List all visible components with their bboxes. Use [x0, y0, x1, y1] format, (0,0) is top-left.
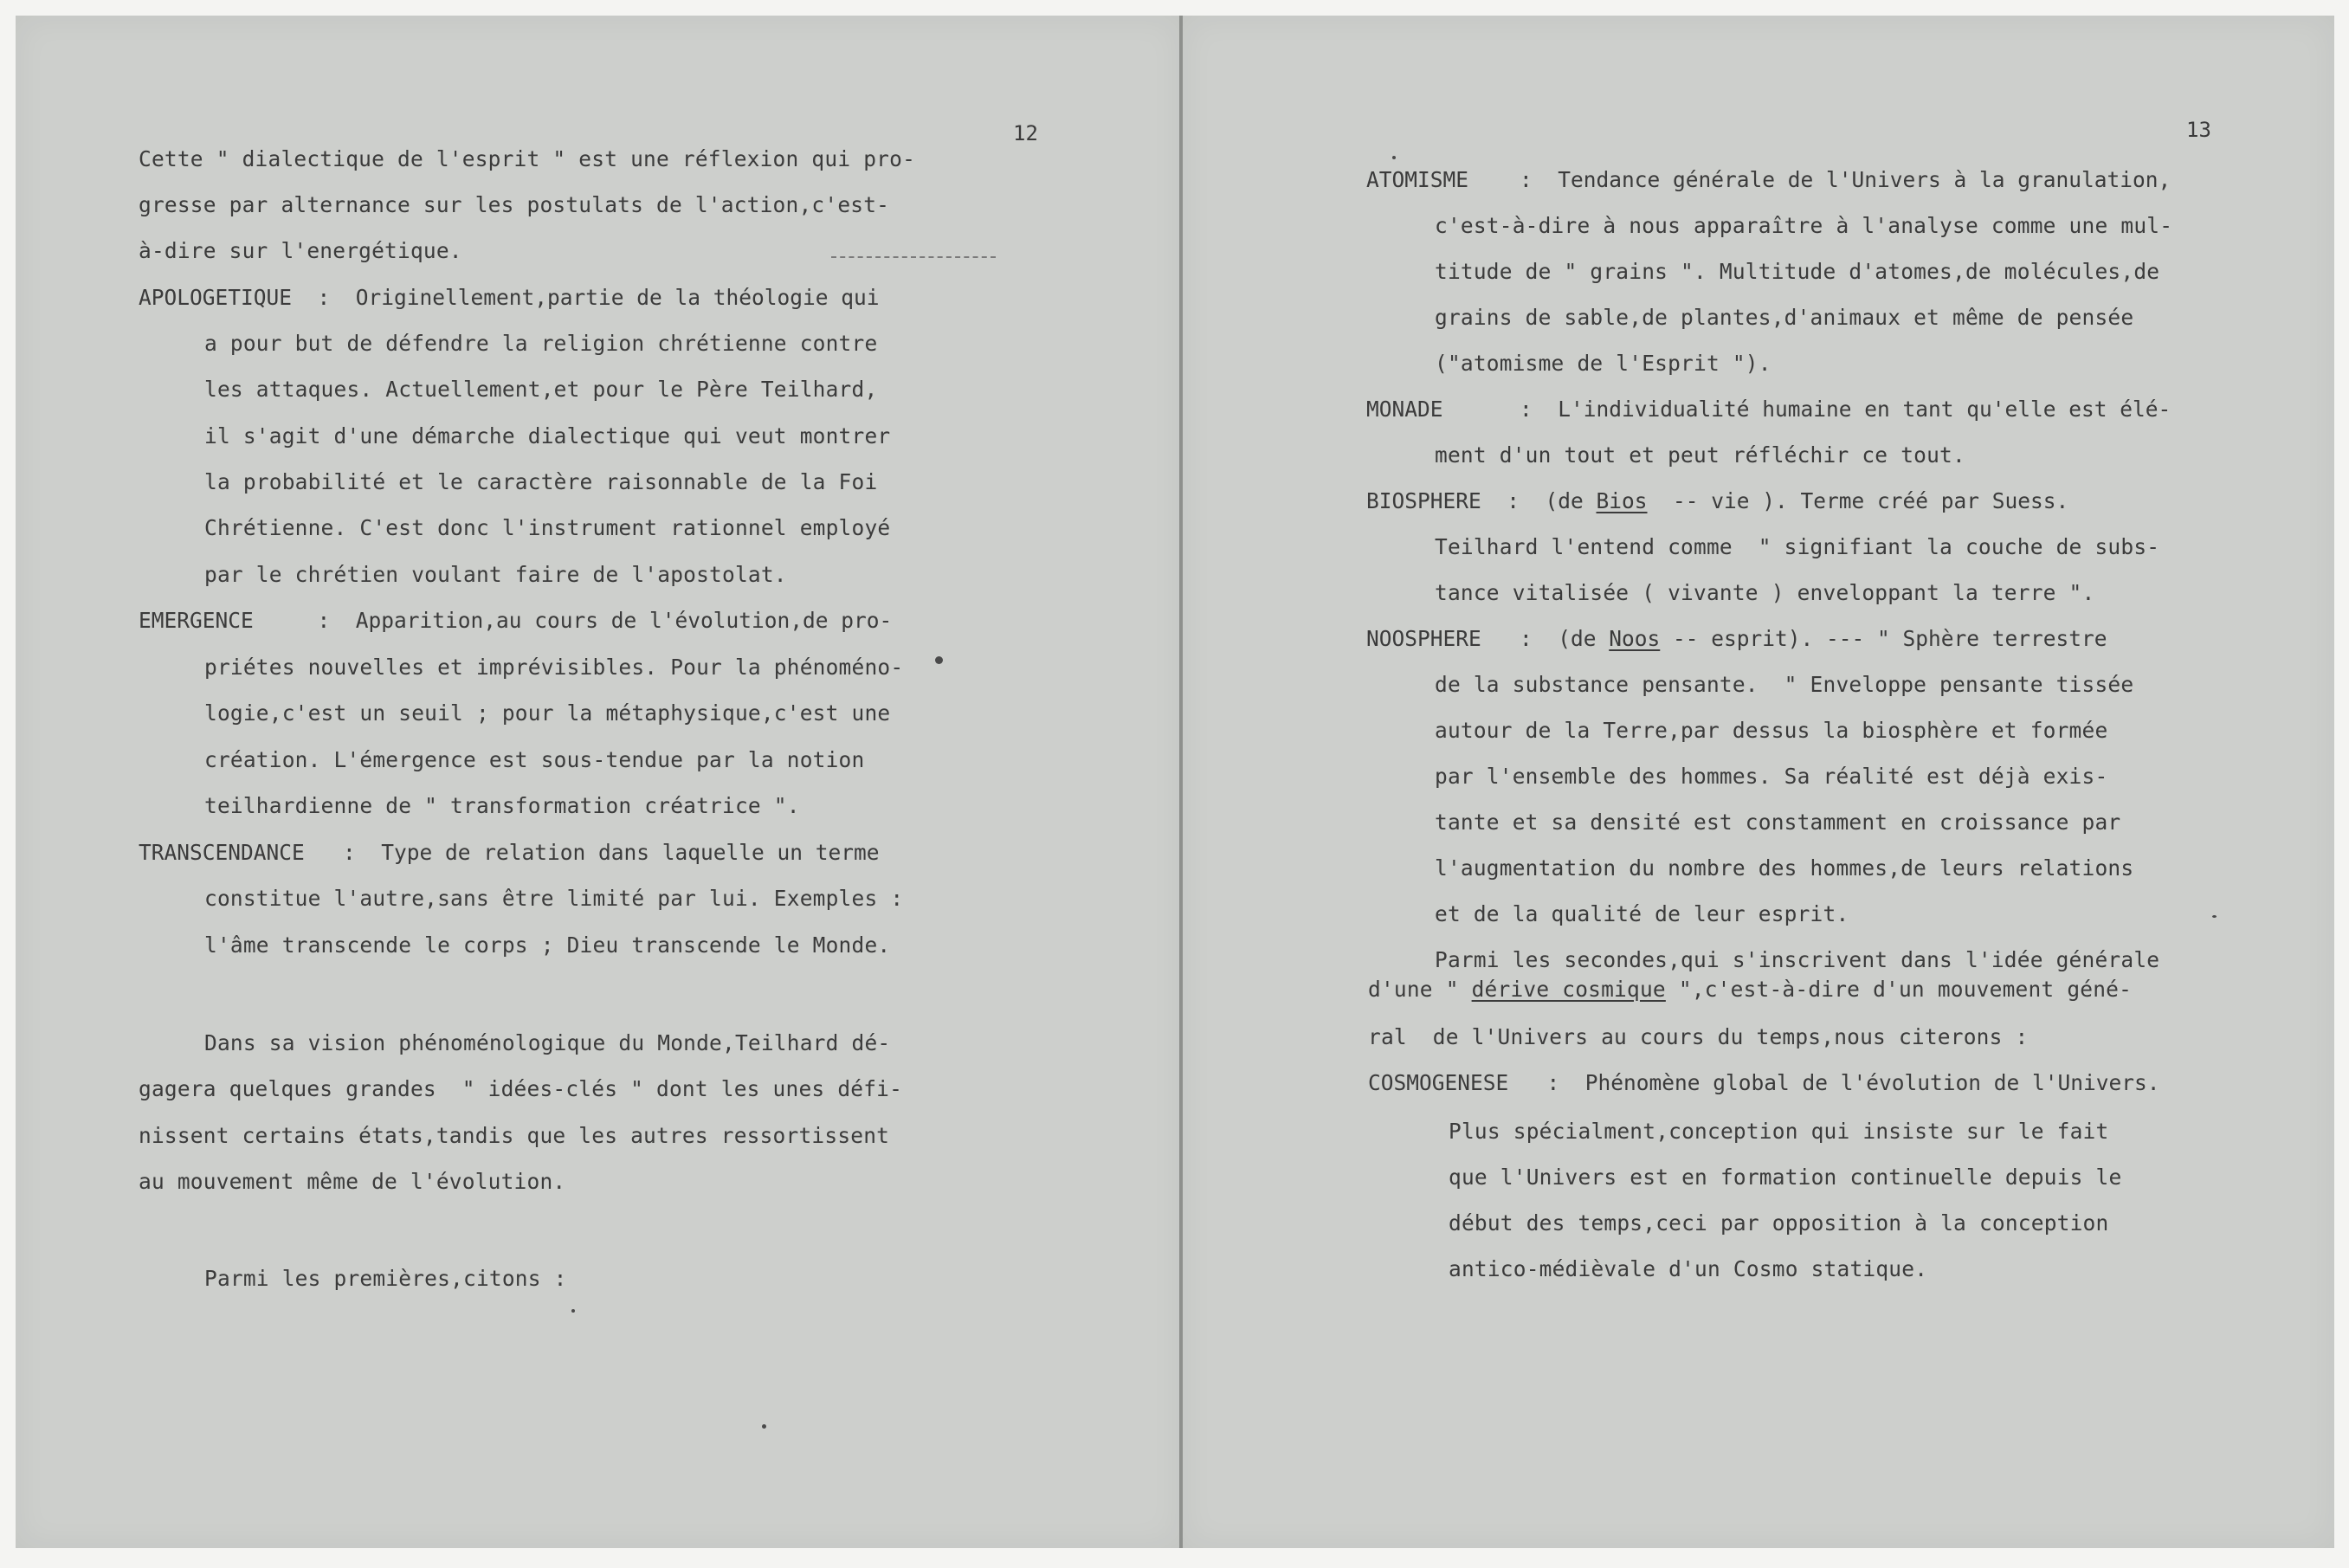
glossary-term-emergence: EMERGENCE : Apparition,au cours de l'évolution,de pro-: [139, 608, 893, 633]
text-line: création. L'émergence est sous-tendue par la notion: [204, 747, 865, 772]
text-line: a pour but de défendre la religion chrétienne contre: [204, 331, 878, 356]
glossary-term-apologetique: APOLOGETIQUE : Originellement,partie de la théologie qui: [139, 285, 880, 310]
page-number-right: 13: [2186, 118, 2211, 142]
text-line: Dans sa vision phénoménologique du Monde,Teilhard dé-: [204, 1030, 891, 1055]
ink-speck: [935, 656, 943, 664]
text-line: constitue l'autre,sans être limité par lui. Exemples :: [204, 886, 904, 911]
text-line: tance vitalisée ( vivante ) enveloppant la terre ".: [1435, 580, 2095, 605]
text-line: c'est-à-dire à nous apparaître à l'analyse comme une mul-: [1435, 213, 2173, 238]
text-line: priétes nouvelles et imprévisibles. Pour la phénoméno-: [204, 655, 904, 680]
text-segment: -- vie ). Terme créé par Suess.: [1647, 488, 2069, 513]
text-line: ment d'un tout et peut réfléchir ce tout.: [1435, 442, 1965, 468]
text-line: Cette " dialectique de l'esprit " est une réflexion qui pro-: [139, 146, 916, 171]
underlined-phrase: dérive cosmique: [1471, 977, 1666, 1002]
glossary-term-atomisme: ATOMISME : Tendance générale de l'Univers à la granulation,: [1366, 167, 2172, 192]
text-line: au mouvement même de l'évolution.: [139, 1169, 566, 1194]
text-line: début des temps,ceci par opposition à la conception: [1449, 1210, 2109, 1236]
text-line: antico-médièvale d'un Cosmo statique.: [1449, 1256, 1928, 1281]
text-line: titude de " grains ". Multitude d'atomes,de molécules,de: [1435, 259, 2160, 284]
page-number-left: 12: [1013, 121, 1038, 145]
underlined-word: Noos: [1609, 626, 1661, 651]
glossary-term-cosmogenese: COSMOGENESE : Phénomène global de l'évolution de l'Univers.: [1368, 1070, 2160, 1095]
text-segment: d'une ": [1368, 977, 1472, 1002]
text-line: tante et sa densité est constamment en croissance par: [1435, 810, 2121, 835]
text-line: l'augmentation du nombre des hommes,de leurs relations: [1435, 855, 2134, 881]
text-line: gresse par alternance sur les postulats de l'action,c'est-: [139, 192, 890, 217]
text-segment: BIOSPHERE : (de: [1366, 488, 1597, 513]
text-segment: ",c'est-à-dire d'un mouvement géné-: [1665, 977, 2133, 1002]
underlined-word: Bios: [1596, 488, 1648, 513]
glossary-term-noosphere: [1366, 626, 2107, 651]
ink-speck: [571, 1309, 575, 1313]
glossary-term-monade: MONADE : L'individualité humaine en tant qu'elle est élé-: [1366, 397, 2172, 422]
text-line: les attaques. Actuellement,et pour le Père Teilhard,: [204, 377, 878, 402]
text-line: [1368, 979, 2132, 1001]
glossary-term-biosphere: [1366, 488, 2069, 513]
text-line: grains de sable,de plantes,d'animaux et même de pensée: [1435, 305, 2134, 330]
text-line: que l'Univers est en formation continuelle depuis le: [1449, 1165, 2122, 1190]
ink-speck: [1392, 156, 1396, 159]
text-line: la probabilité et le caractère raisonnable de la Foi: [204, 469, 878, 494]
text-line: il s'agit d'une démarche dialectique qui veut montrer: [204, 423, 891, 448]
text-line: nissent certains états,tandis que les autres ressortissent: [139, 1123, 890, 1148]
text-line: par le chrétien voulant faire de l'apostolat.: [204, 562, 787, 587]
text-segment: NOOSPHERE : (de: [1366, 626, 1610, 651]
ink-speck: [2212, 915, 2217, 918]
text-line: Parmi les premières,citons :: [204, 1266, 567, 1291]
text-line: Plus spécialment,conception qui insiste sur le fait: [1449, 1119, 2109, 1144]
text-line: l'âme transcende le corps ; Dieu transcende le Monde.: [204, 932, 891, 958]
text-line: par l'ensemble des hommes. Sa réalité est déjà exis-: [1435, 764, 2108, 789]
text-segment: -- esprit). --- " Sphère terrestre: [1660, 626, 2107, 651]
text-line: ("atomisme de l'Esprit ").: [1435, 351, 1771, 376]
text-line: gagera quelques grandes " idées-clés " dont les unes défi-: [139, 1076, 903, 1101]
text-line: teilhardienne de " transformation créatrice ".: [204, 793, 800, 818]
text-line: ral de l'Univers au cours du temps,nous citerons :: [1368, 1024, 2029, 1049]
text-line: logie,c'est un seuil ; pour la métaphysique,c'est une: [204, 700, 891, 726]
text-line: et de la qualité de leur esprit.: [1435, 901, 1849, 926]
text-line: Teilhard l'entend comme " signifiant la couche de subs-: [1435, 534, 2160, 559]
text-line: de la substance pensante. " Enveloppe pensante tissée: [1435, 672, 2134, 697]
text-line: à-dire sur l'energétique.: [139, 238, 462, 263]
text-line: autour de la Terre,par dessus la biosphère et formée: [1435, 718, 2108, 743]
glossary-term-transcendance: TRANSCENDANCE : Type de relation dans laquelle un terme: [139, 840, 880, 865]
text-line: Parmi les secondes,qui s'inscrivent dans l'idée générale: [1435, 947, 2160, 972]
text-line: Chrétienne. C'est donc l'instrument rationnel employé: [204, 515, 891, 540]
ink-speck: [762, 1424, 766, 1429]
dashed-rule: [831, 256, 996, 258]
